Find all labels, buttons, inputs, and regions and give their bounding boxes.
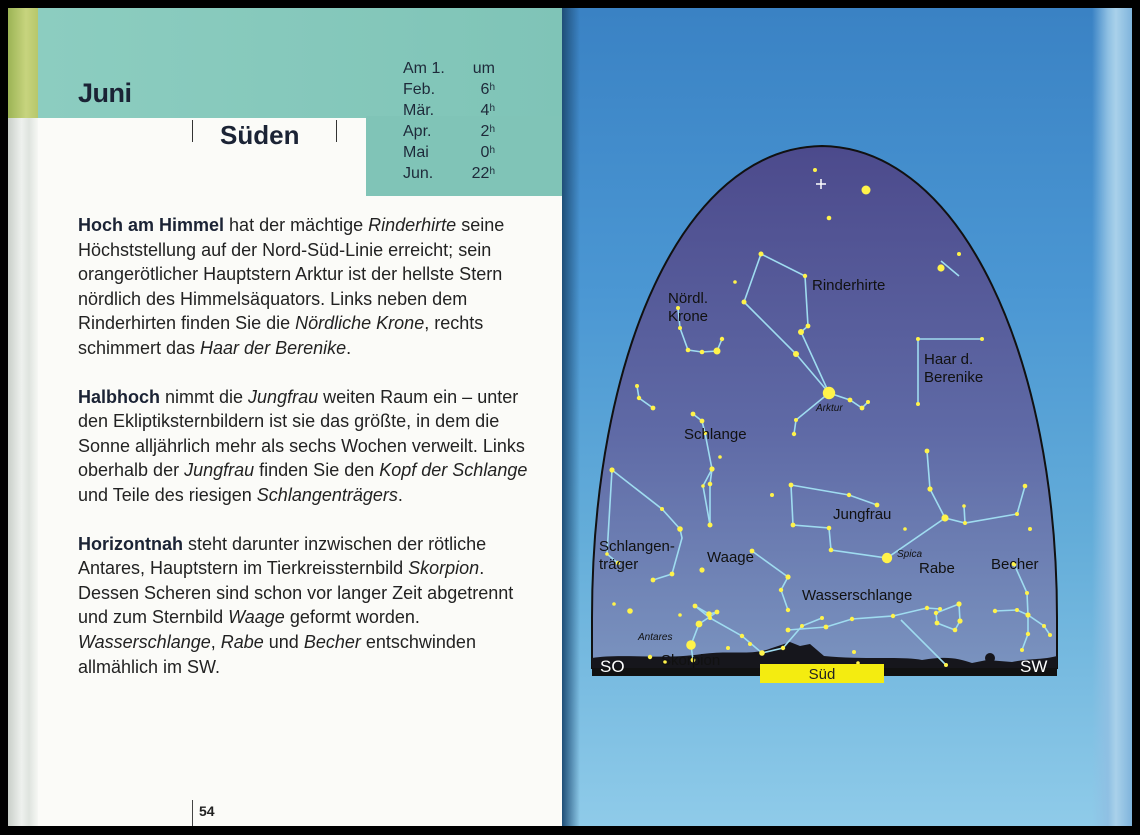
body-text bbox=[78, 213, 538, 703]
row-month: Mär. bbox=[403, 102, 435, 119]
text-run: steht darunter inzwischen der rötliche Antares, Hauptstern im Tierkreissternbild bbox=[78, 533, 487, 579]
text-run: Nördliche Krone bbox=[295, 313, 425, 334]
paragraph bbox=[78, 385, 538, 508]
text-run: geformt worden. bbox=[284, 607, 420, 628]
label-schlange: Schlange bbox=[684, 426, 747, 443]
time-table-row bbox=[403, 142, 495, 163]
text-run: Kopf der Schlange bbox=[379, 460, 528, 481]
time-table-header bbox=[403, 58, 495, 79]
row-hour: 2$^h$ bbox=[480, 123, 495, 140]
text-run: Halbhoch bbox=[78, 386, 161, 407]
row-month: Feb. bbox=[403, 81, 436, 98]
text-run: finden Sie den bbox=[254, 460, 380, 481]
label-rabe: Rabe bbox=[919, 560, 955, 577]
text-run: . bbox=[397, 484, 403, 505]
paragraph bbox=[78, 532, 538, 680]
row-hour: 22$^h$ bbox=[471, 165, 495, 182]
label-haar-berenike: Haar d. Berenike bbox=[924, 351, 984, 386]
page-edge bbox=[8, 8, 38, 826]
time-table-row bbox=[403, 79, 495, 100]
label-noerdl-krone: Nördl. Krone bbox=[668, 290, 709, 325]
label-arktur: Arktur bbox=[816, 403, 843, 414]
text-run: Wasserschlange bbox=[78, 631, 211, 652]
page-edge-accent bbox=[8, 8, 38, 118]
text-run: . bbox=[346, 337, 352, 358]
text-run: Jungfrau bbox=[184, 460, 255, 481]
label-spica: Spica bbox=[897, 549, 923, 560]
text-run: , bbox=[210, 631, 221, 652]
label-schlangentraeger: Schlangen-träger bbox=[599, 538, 675, 573]
horizon-sw-label: SW bbox=[1020, 657, 1048, 676]
paragraph bbox=[78, 213, 538, 361]
label-skorpion: Skorpion bbox=[661, 652, 721, 669]
horizon-sued-label: Süd bbox=[808, 666, 836, 683]
text-run: und bbox=[263, 631, 304, 652]
divider bbox=[336, 120, 337, 142]
month-title: Juni bbox=[78, 78, 132, 108]
text-run: nimmt die bbox=[160, 386, 249, 407]
label-rinderhirte: Rinderhirte bbox=[812, 277, 886, 294]
time-table-row bbox=[403, 121, 495, 142]
label-becher: Becher bbox=[991, 556, 1039, 573]
row-hour: 4$^h$ bbox=[480, 102, 495, 119]
row-month: Apr. bbox=[403, 123, 432, 140]
text-run: Rabe bbox=[220, 631, 264, 652]
time-table-row bbox=[403, 163, 495, 184]
header-time: um bbox=[472, 60, 495, 77]
time-table bbox=[403, 58, 495, 184]
text-run: hat der mächtige bbox=[224, 215, 369, 235]
text-run: Haar der Berenike bbox=[200, 337, 347, 358]
direction-title: Süden bbox=[220, 120, 300, 150]
page-number: 54 bbox=[192, 800, 215, 826]
text-run: und Teile des riesigen bbox=[78, 484, 257, 505]
label-jungfrau: Jungfrau bbox=[833, 506, 892, 523]
text-run: Becher bbox=[303, 631, 361, 652]
right-page bbox=[562, 8, 1132, 826]
title-tab bbox=[38, 118, 366, 196]
text-run: . Dessen Scheren sind schon vor langer Zeit abgetrennt und zum Sternbild bbox=[78, 558, 514, 628]
text-run: Hoch am Himmel bbox=[78, 215, 225, 235]
time-table-row bbox=[403, 100, 495, 121]
text-run: Rinderhirte bbox=[368, 215, 457, 235]
horizon-so-label: SO bbox=[600, 657, 625, 676]
row-hour: 0$^h$ bbox=[480, 144, 495, 161]
text-run: Waage bbox=[228, 607, 285, 628]
text-run: Schlangenträgers bbox=[256, 484, 398, 505]
label-wasserschlange: Wasserschlange bbox=[802, 587, 913, 604]
tree-silhouette bbox=[985, 653, 995, 663]
row-month: Mai bbox=[403, 144, 429, 161]
divider bbox=[192, 120, 193, 142]
text-run: , rechts schimmert das bbox=[78, 313, 484, 358]
label-waage: Waage bbox=[707, 549, 754, 566]
star-map bbox=[562, 8, 1132, 826]
text-run: Skorpion bbox=[408, 558, 480, 579]
text-run: weiten Raum ein – unter den Ekliptiksternbildern ist sie das größte, in dem die Sonne alljährlich mehr als sechs Wochen verweilt. Links oberhalb der bbox=[78, 386, 525, 481]
text-run: Horizontnah bbox=[78, 533, 183, 554]
text-run: seine Höchststellung auf der Nord-Süd-Linie erreicht; sein orangerötlicher Hauptstern Arktur ist der hellste Stern nördlich des Himmelsäquators. Links neben dem Rinderhirten finden Sie die bbox=[78, 215, 505, 334]
row-month: Jun. bbox=[403, 165, 434, 182]
text-run: Jungfrau bbox=[248, 386, 319, 407]
row-hour: 6$^h$ bbox=[480, 81, 495, 98]
text-run: entschwinden allmählich im SW. bbox=[78, 631, 476, 677]
label-antares: Antares bbox=[638, 632, 673, 643]
left-page bbox=[8, 8, 562, 826]
header-date: Am 1. bbox=[403, 60, 445, 77]
